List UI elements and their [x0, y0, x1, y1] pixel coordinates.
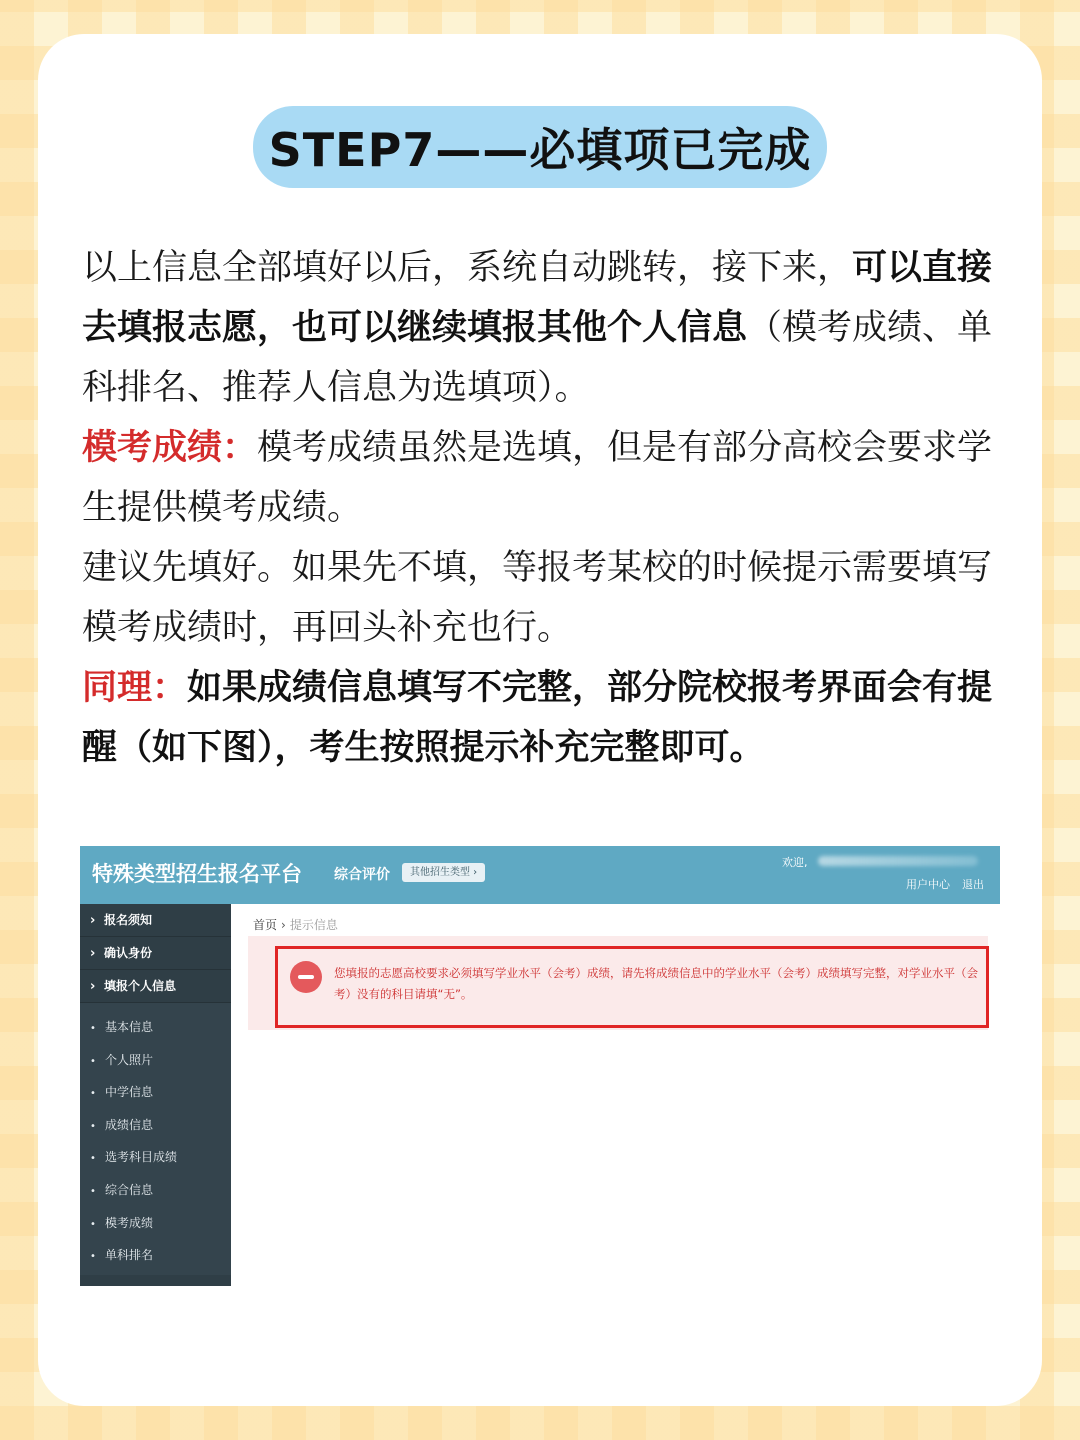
- p1-note: （模考成绩、单科排名、推荐人信息为选填项）。: [82, 308, 993, 408]
- p3-text: 建议先填好。如果先不填，等报考某校的时候提示需要填写模考成绩时，再回头补充也行。: [82, 548, 993, 648]
- breadcrumb-home[interactable]: 首页: [253, 918, 278, 932]
- portal-subtitle: 综合评价: [334, 867, 390, 883]
- bullet-icon: •: [90, 1023, 96, 1034]
- sidebar: [80, 904, 231, 1286]
- bullet-icon: •: [90, 1153, 96, 1165]
- sidebar-subitem-comprehensive[interactable]: [80, 1174, 231, 1207]
- sidebar-item-label: 确认身份: [104, 946, 153, 960]
- p1-text: 以上信息全部填好以后，系统自动跳转，接下来，: [82, 248, 853, 288]
- chevron-right-icon: ›: [90, 913, 96, 928]
- sidebar-submenu: [80, 1003, 231, 1275]
- paragraph-2: [82, 418, 1002, 538]
- embedded-screenshot: [80, 846, 1000, 1286]
- sidebar-subitem-elective-scores[interactable]: [80, 1141, 231, 1174]
- sidebar-subitem-label: 成绩信息: [105, 1117, 154, 1132]
- sidebar-subitem-photo[interactable]: [80, 1044, 231, 1077]
- sidebar-item-notice[interactable]: [80, 904, 231, 937]
- alert-message: 您填报的志愿高校要求必须填写学业水平（会考）成绩，请先将成绩信息中的学业水平（会考）成绩填写完整，对学业水平（会考）没有的科目请填“无”。: [334, 966, 978, 1001]
- paragraph-4: [82, 658, 1002, 778]
- error-alert: [275, 946, 989, 1028]
- sidebar-subitem-basic[interactable]: [80, 1011, 231, 1044]
- paragraph-1: [82, 238, 1002, 418]
- bullet-icon: •: [90, 1251, 96, 1263]
- logout-link[interactable]: 退出: [962, 878, 984, 891]
- user-center-link[interactable]: 用户中心: [906, 878, 950, 891]
- portal-brand: 特殊类型招生报名平台: [92, 862, 302, 886]
- chevron-right-icon: ›: [90, 979, 96, 994]
- sidebar-item-label: 填报个人信息: [104, 979, 177, 993]
- breadcrumb: [253, 916, 338, 933]
- sidebar-subitem-subject-rank[interactable]: [80, 1239, 231, 1272]
- body-text: [82, 238, 1002, 778]
- p2-label: 模考成绩：: [82, 428, 258, 468]
- p1-bold: 可以直接去填报志愿，也可以继续填报其他个人信息: [82, 248, 993, 348]
- welcome-text: 欢迎,: [782, 856, 808, 869]
- p2-text: 模考成绩虽然是选填，但是有部分高校会要求学生提供模考成绩。: [82, 428, 993, 528]
- bullet-icon: •: [90, 1185, 96, 1197]
- portal-header: [80, 846, 1000, 904]
- content-card: [38, 34, 1042, 1406]
- sidebar-item-label: 报名须知: [104, 913, 153, 927]
- sidebar-item-personal-info[interactable]: [80, 970, 231, 1003]
- p4-text: 如果成绩信息填写不完整，部分院校报考界面会有提醒（如下图），考生按照提示补充完整即可。: [82, 668, 993, 768]
- sidebar-subitem-label: 模考成绩: [105, 1215, 154, 1230]
- sidebar-subitem-label: 选考科目成绩: [105, 1150, 178, 1165]
- chevron-right-icon: ›: [90, 946, 96, 961]
- sidebar-subitem-label: 个人照片: [105, 1052, 154, 1067]
- bullet-icon: •: [90, 1088, 96, 1100]
- title-wrap: [38, 106, 1042, 188]
- bullet-icon: •: [90, 1218, 96, 1230]
- sidebar-subitem-scores[interactable]: [80, 1109, 231, 1142]
- sidebar-subitem-label: 单科排名: [105, 1248, 154, 1263]
- minus-circle-icon: [290, 961, 322, 993]
- sidebar-subitem-label: 基本信息: [105, 1020, 154, 1034]
- breadcrumb-current: 提示信息: [289, 918, 338, 932]
- sidebar-subitem-school[interactable]: [80, 1076, 231, 1109]
- page-title: STEP7——必填项已完成: [253, 106, 828, 188]
- blurred-username: [818, 856, 978, 866]
- bullet-icon: •: [90, 1055, 96, 1067]
- sidebar-item-identity[interactable]: [80, 937, 231, 970]
- sidebar-subitem-mock-scores[interactable]: [80, 1207, 231, 1240]
- paragraph-3: [82, 538, 1002, 658]
- enroll-type-button[interactable]: 其他招生类型 ›: [402, 863, 485, 882]
- sidebar-subitem-label: 中学信息: [105, 1085, 154, 1100]
- sidebar-subitem-label: 综合信息: [105, 1182, 154, 1197]
- p4-label: 同理：: [82, 668, 188, 708]
- chevron-right-icon: ›: [281, 918, 286, 932]
- bullet-icon: •: [90, 1120, 96, 1132]
